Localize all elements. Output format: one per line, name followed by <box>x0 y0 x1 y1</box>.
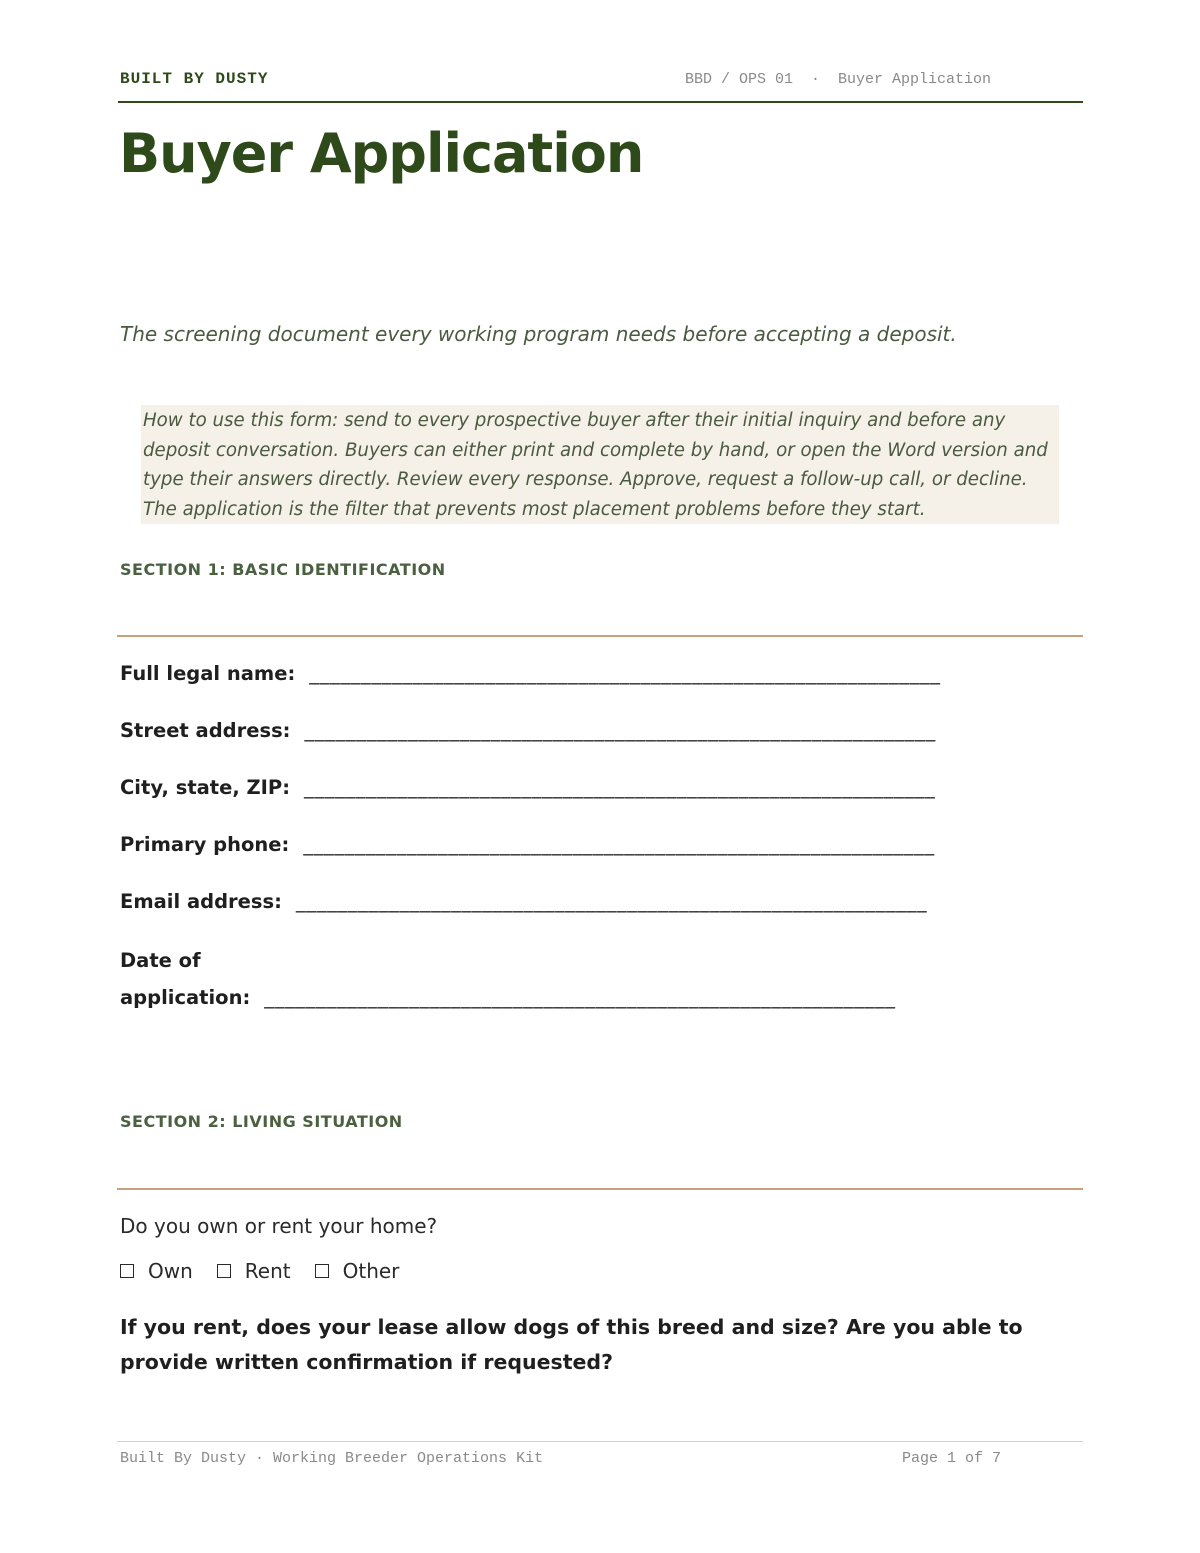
checkbox-icon[interactable] <box>120 1264 134 1278</box>
instructions-callout <box>141 405 1059 524</box>
fill-in-line[interactable]: _____________________________________________________________ <box>303 833 935 856</box>
section-1-heading: SECTION 1: BASIC IDENTIFICATION <box>120 560 446 579</box>
option-rent[interactable] <box>217 1259 291 1283</box>
own-rent-options <box>120 1259 423 1283</box>
instructions-text: How to use this form: send to every prospective buyer after their initial inquiry and before any deposit conversation. Buyers can either print and complete by hand, or open the Word version and type their answers directly. Review every response. Approve, request a follow-up call, or decline. The application is the filter that prevents most placement problems before they start. <box>143 410 1048 521</box>
section-2-rule <box>117 1188 1083 1190</box>
option-label: Own <box>148 1259 193 1283</box>
page-subtitle: The screening document every working program needs before accepting a deposit. <box>120 322 957 346</box>
own-or-rent-question: Do you own or rent your home? <box>120 1214 438 1238</box>
street-address-field[interactable] <box>120 719 1060 742</box>
section-1-rule <box>117 635 1083 637</box>
option-own[interactable] <box>120 1259 193 1283</box>
header-meta: BBD / OPS 01 · Buyer Application <box>685 71 992 88</box>
date-of-application-field[interactable] <box>120 942 1060 1016</box>
page-title: Buyer Application <box>119 122 644 185</box>
primary-phone-field[interactable] <box>120 833 1060 856</box>
option-label: Rent <box>244 1259 291 1283</box>
fill-in-line[interactable]: _____________________________________________________________ <box>304 776 936 799</box>
fill-in-line[interactable]: _____________________________________________________________ <box>309 662 941 685</box>
option-other[interactable] <box>315 1259 400 1283</box>
fill-in-line[interactable]: _____________________________________________________________ <box>264 986 896 1009</box>
option-label: Other <box>342 1259 400 1283</box>
field-label: Date of <box>120 949 201 972</box>
email-address-field[interactable] <box>120 890 1060 913</box>
fill-in-line[interactable]: _____________________________________________________________ <box>295 890 928 913</box>
fill-in-line[interactable]: _____________________________________________________________ <box>304 719 936 742</box>
full-legal-name-field[interactable] <box>120 662 1060 685</box>
lease-question: If you rent, does your lease allow dogs of this breed and size? Are you able to provide written confirmation if requested? <box>120 1315 1023 1374</box>
field-label: City, state, ZIP: <box>120 776 291 799</box>
field-label: Primary phone: <box>120 833 290 856</box>
city-state-zip-field[interactable] <box>120 776 1060 799</box>
header-brand: BUILT BY DUSTY <box>120 70 269 88</box>
field-label: Street address: <box>120 719 291 742</box>
field-label: application: <box>120 986 251 1009</box>
field-label: Full legal name: <box>120 662 296 685</box>
header-rule <box>118 101 1083 103</box>
section-2-heading: SECTION 2: LIVING SITUATION <box>120 1112 403 1131</box>
footer-left: Built By Dusty · Working Breeder Operations Kit <box>120 1450 544 1467</box>
checkbox-icon[interactable] <box>315 1264 329 1278</box>
page-number: Page 1 of 7 <box>902 1450 1002 1467</box>
footer-rule <box>117 1441 1083 1442</box>
checkbox-icon[interactable] <box>217 1264 231 1278</box>
field-label: Email address: <box>120 890 282 913</box>
